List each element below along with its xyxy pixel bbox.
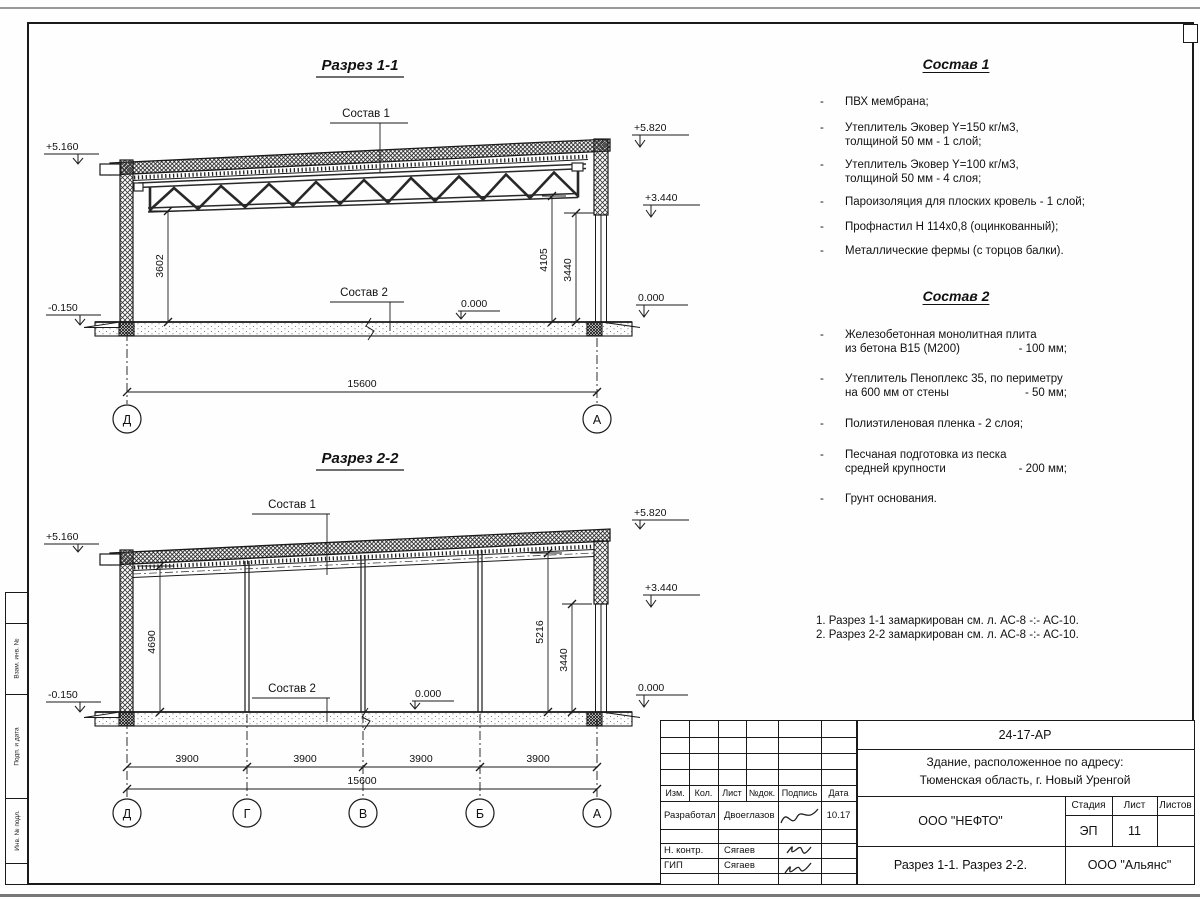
svg-text:+5.160: +5.160 [46,141,79,153]
svg-text:4690: 4690 [146,630,158,654]
section2-title: Разрез 2-2 [321,450,399,467]
axis-bubbles-s1 [113,405,611,433]
svg-text:15600: 15600 [347,775,377,787]
tb-stage-label: Стадия [1071,800,1106,811]
strip-label-inv: Инв. № подл. [13,810,21,851]
tb-col-dok: №док. [748,788,776,798]
svg-text:+3.440: +3.440 [645,582,678,594]
tb-sheet-label: Лист [1123,800,1146,811]
sostav1-label-s2: Состав 1 [268,499,316,511]
tb-name-syagaev2: Сягаев [724,860,755,871]
list-item: - Металлические фермы (с торцов балки). [820,245,1064,257]
bullet: - [820,245,824,257]
tb-line [661,753,856,754]
svg-text:3602: 3602 [154,254,166,278]
list-item: - Полиэтиленовая пленка - 2 слоя; [820,418,1024,430]
tb-col-data: Дата [828,788,849,798]
tb-col-izm: Изм. [665,788,685,798]
list-item: - Утеплитель Эковер Y=150 кг/м3, толщиной 50 мм - 1 слой; [820,122,1019,148]
tb-name-dvoeglazov: Двоеглазов [724,809,775,821]
tb-role-gip: ГИП [664,860,683,871]
tb-line [856,749,1194,750]
tb-company: ООО "НЕФТО" [918,814,1003,828]
tb-stage-value: ЭП [1079,823,1098,838]
list-item: - ПВХ мембрана; [820,96,929,108]
list-item: - Грунт основания. [820,493,937,505]
bullet: - [820,221,824,233]
section-2-2 [44,450,700,827]
bullet: - [820,329,824,341]
sostav2-label-s1: Состав 2 [340,287,388,299]
wall-right-s1 [594,139,608,215]
svg-text:15600: 15600 [347,378,377,390]
axis-bubbles-s2 [113,799,611,827]
svg-text:4105: 4105 [538,248,550,272]
dim-3440-s2 [558,600,592,716]
tb-name-syagaev1: Сягаев [724,845,755,856]
title-block [660,720,1195,885]
dim-5216 [530,549,562,716]
svg-text:+3.440: +3.440 [645,192,678,204]
axis-D-s2: Д [122,807,132,821]
dim-rows-s2 [123,714,601,798]
wall-left-s2 [120,550,133,712]
svg-text:3440: 3440 [562,258,574,282]
tb-role-razrabotal: Разработал [664,809,716,821]
svg-text:0.000: 0.000 [638,292,665,304]
svg-text:+5.820: +5.820 [634,122,667,134]
svg-text:0.000: 0.000 [415,688,442,700]
tb-line [661,769,856,770]
dim-15600-s1 [123,332,601,404]
list-item: - Утеплитель Эковер Y=100 кг/м3, толщиной 50 мм - 4 слоя; [820,159,1019,185]
axis-A-s1: А [592,413,602,427]
dim-4690 [137,562,174,716]
strip-label-vzam: Взам. инв. № [13,638,21,679]
svg-text:+5.820: +5.820 [634,507,667,519]
bullet: - [820,418,824,430]
wall-right-s2 [594,541,608,604]
sostav2-heading: Состав 2 [922,288,990,304]
strip-cell [6,694,28,799]
strip-label-podp: Подп. и дата [13,726,21,766]
list-item: - Железобетонная монолитная плита из бетона В15 (М200) - 100 мм; [820,329,1067,355]
bullet: - [820,196,824,208]
section1-title: Разрез 1-1 [321,57,399,74]
sostav2-label-s2: Состав 2 [268,683,316,695]
svg-text:5216: 5216 [534,620,546,644]
strip-cell [6,623,28,695]
strip-cell [6,593,28,624]
list-item: - Утеплитель Пеноплекс 35, по периметру на 600 мм от стены - 50 мм; [820,373,1067,399]
strip-cell [6,863,28,883]
sostav1-heading: Состав 1 [922,56,990,72]
list-item: - Пароизоляция для плоских кровель - 1 слой; [820,196,1085,208]
tb-address-2: Тюменская область, г. Новый Уренгой [919,773,1131,787]
section-1-1 [44,57,700,433]
bullet: - [820,373,824,385]
svg-text:3900: 3900 [409,753,433,765]
strip-cell [6,798,28,864]
svg-text:+5.160: +5.160 [46,531,79,543]
dim-3602 [140,207,180,326]
canopy-left-s1 [100,164,121,175]
tb-line [661,873,856,874]
bullet: - [820,96,824,108]
svg-text:3900: 3900 [293,753,317,765]
axis-B-s2: Б [475,807,485,821]
svg-text:3440: 3440 [558,648,570,672]
tb-role-nkontr: Н. контр. [664,845,704,856]
svg-text:3900: 3900 [526,753,550,765]
bullet: - [820,449,824,461]
tb-sheets-label: Листов [1159,800,1192,811]
svg-text:-0.150: -0.150 [48,689,78,701]
tb-col-kol: Кол. [694,788,713,798]
axis-A-s2: А [592,807,602,821]
tb-line [661,737,856,738]
dim-3440-s1 [562,209,594,326]
bullet: - [820,122,824,134]
list-item: - Профнастил Н 114х0,8 (оцинкованный); [820,221,1059,233]
signature-marks [777,797,822,885]
sostav1-label-s1: Состав 1 [342,108,390,120]
svg-text:0.000: 0.000 [638,682,665,694]
tb-doc-code: 24-17-АР [998,728,1052,742]
frame-attribute-strip [5,592,29,885]
note-line: 1. Разрез 1-1 замаркирован см. л. АС-8 -:- АС-10. [816,615,1079,627]
list-item: - Песчаная подготовка из песка средней крупности - 200 мм; [820,449,1067,475]
axis-G-s2: Г [243,807,251,821]
axis-D-s1: Д [122,413,132,427]
tb-sheet-value: 11 [1128,823,1141,838]
tb-sheets-value [1157,815,1194,846]
svg-text:0.000: 0.000 [461,298,488,310]
tb-address-1: Здание, расположенное по адресу: [926,755,1124,769]
tb-contractor: ООО "Альянс" [1087,858,1172,872]
wall-left-s1 [120,160,133,322]
svg-text:-0.150: -0.150 [48,302,78,314]
svg-text:3900: 3900 [175,753,199,765]
bullet: - [820,159,824,171]
axis-V-s2: В [358,807,368,821]
note-line: 2. Разрез 2-2 замаркирован см. л. АС-8 -:- АС-10. [816,629,1079,641]
floor-slab-s1 [95,322,632,336]
tb-date: 10.17 [826,809,851,821]
canopy-left-s2 [100,554,121,565]
tb-col-list: Лист [722,788,742,798]
tb-subtitle: Разрез 1-1. Разрез 2-2. [893,858,1028,872]
tb-col-podpis: Подпись [781,788,818,798]
tb-line [661,829,856,830]
bullet: - [820,493,824,505]
